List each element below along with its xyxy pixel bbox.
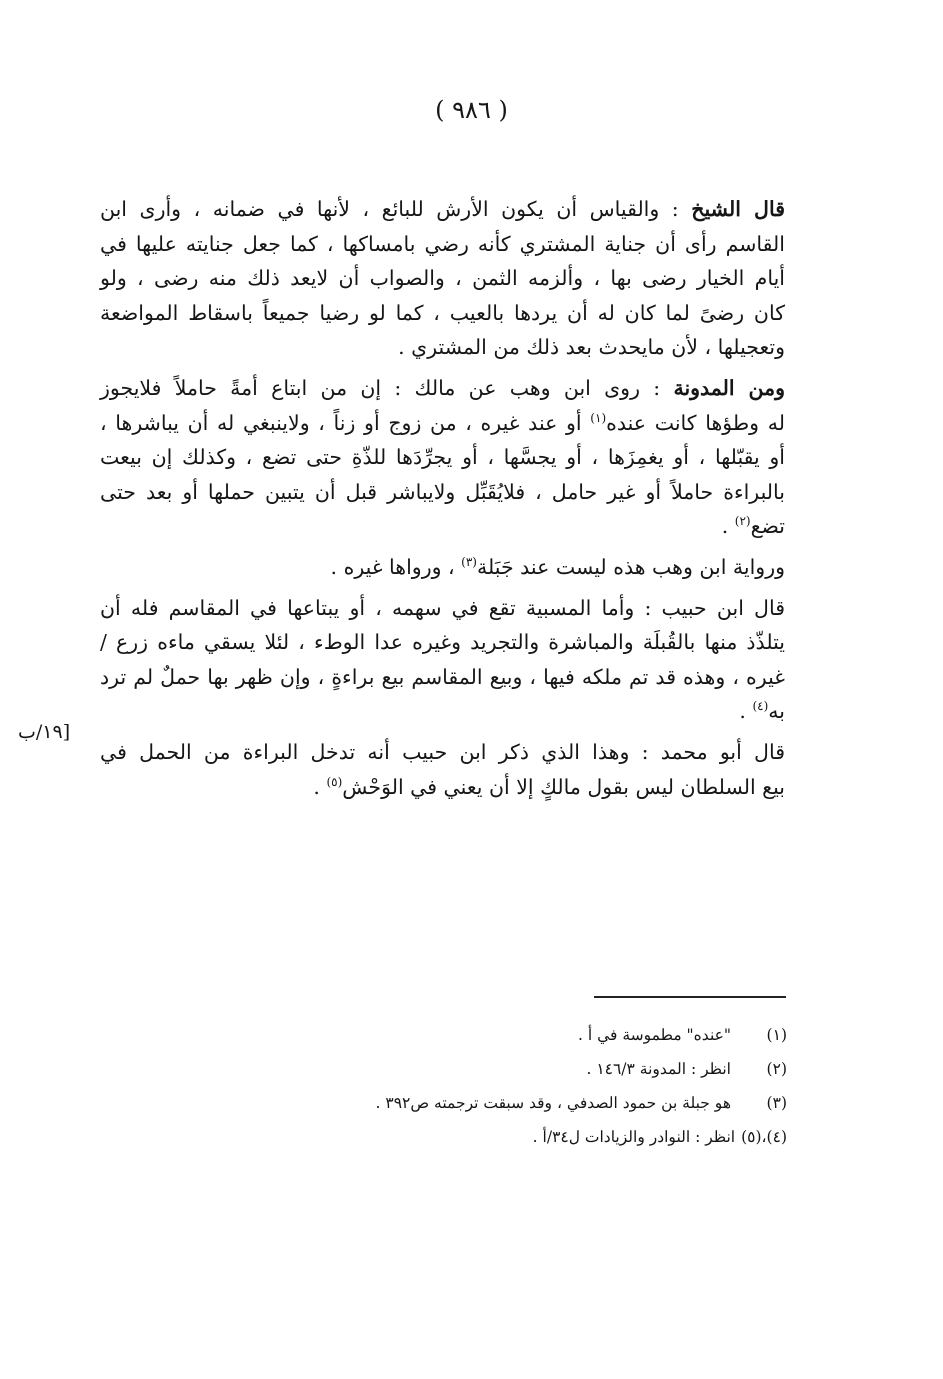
footnote-marker: (٤) xyxy=(752,699,769,714)
text-line xyxy=(100,192,785,227)
text-line xyxy=(100,550,785,585)
text-line xyxy=(100,735,785,770)
paragraph xyxy=(100,550,785,585)
line-text-after: أو عند غيره ، من زوج أو زناً ، ولاينبغي له أن يباشرها ، xyxy=(100,410,591,435)
line-text-after: . xyxy=(739,699,753,724)
footnote-divider xyxy=(594,996,786,998)
footnote-marker: (١) xyxy=(590,410,607,425)
paragraph xyxy=(100,192,785,365)
footnote-text: انظر : النوادر والزيادات ل٣٤/أ . xyxy=(532,1128,736,1146)
line-text: ورواية ابن وهب هذه ليست عند جَبَلة xyxy=(476,554,785,579)
lead-phrase: قال الشيخ xyxy=(691,197,785,221)
line-text: القاسم رأى أن جناية المشتري كأنه رضي بامساكها ، كما جعل جنايته عليها في xyxy=(100,231,785,256)
footnote-number: (٣) xyxy=(766,1094,787,1112)
line-text: له وطؤها كانت عنده xyxy=(606,410,785,435)
line-text: كان رضىً لما كان له أن يردها بالعيب ، كما لو رضيا جميعاً باسقاط المواضعة xyxy=(100,300,785,325)
footnote xyxy=(300,1018,787,1052)
footnote-number: (٤)،(٥) xyxy=(741,1128,787,1146)
footnotes xyxy=(300,1018,787,1154)
page-number: ( ٩٨٦ ) xyxy=(435,96,508,124)
footnote xyxy=(300,1086,787,1120)
text-line xyxy=(100,509,785,544)
line-text: قال أبو محمد : وهذا الذي ذكر ابن حبيب أنه تدخل البراءة من الحمل في xyxy=(100,739,785,764)
text-line xyxy=(100,770,785,805)
lead-phrase: ومن المدونة xyxy=(673,375,785,400)
footnote-marker: (٥) xyxy=(326,774,343,789)
paragraph xyxy=(100,735,785,804)
text-line xyxy=(100,591,785,626)
line-text: أيام الخيار رضى بها ، وألزمه الثمن ، والصواب أن لايعد ذلك منه رضى ، ولو xyxy=(100,266,785,291)
paragraph xyxy=(100,371,785,544)
text-line xyxy=(100,475,785,510)
text-line xyxy=(100,694,785,729)
line-text: : روى ابن وهب عن مالك : إن من ابتاع أمةً حاملاً فلايجوز xyxy=(100,375,674,400)
line-text: غيره ، وهذه قد تم ملكه فيها ، وبيع المقاسم بيع براءةٍ ، وإن ظهر بها حملٌ لم ترد xyxy=(100,664,785,689)
line-text: أو يقبّلها ، أو يغمِزَها ، أو يجسَّها ، أو يجرِّدَها للذّةِ حتى تضع ، وكذلك إن بيعت xyxy=(100,445,785,470)
footnote-text: انظر : المدونة ١٤٦/٣ . xyxy=(586,1060,731,1078)
line-text: : والقياس أن يكون الأرش للبائع ، لأنها في ضمانه ، وأرى ابن xyxy=(100,197,692,221)
line-text: تضع xyxy=(750,514,785,539)
line-text-after: . xyxy=(721,514,735,539)
text-line xyxy=(100,227,785,262)
footnote xyxy=(300,1052,787,1086)
line-text: يتلذّذ منها بالقُبلَة والمباشرة والتجريد وغيره عدا الوطء ، لئلا يسقي ماءه زرع / xyxy=(100,630,785,655)
footnote-number: (٢) xyxy=(766,1060,787,1078)
footnote-number: (١) xyxy=(766,1026,787,1044)
line-text-after: . xyxy=(313,774,327,799)
text-line xyxy=(100,660,785,695)
line-text: قال ابن حبيب : وأما المسبية تقع في سهمه ، أو يبتاعها في المقاسم فله أن xyxy=(100,595,785,620)
text-line xyxy=(100,371,785,406)
footnote-marker: (٢) xyxy=(734,514,751,529)
line-text-after: ، ورواها غيره . xyxy=(330,554,462,579)
text-line xyxy=(100,440,785,475)
footnote-marker: (٣) xyxy=(461,555,477,570)
body-text xyxy=(100,192,785,804)
line-text: بالبراءة حاملاً أو غير حامل ، فلايُقَبِّل ولايباشر قبل أن يتبين حملها أو بعد حتى xyxy=(100,479,785,504)
text-line xyxy=(100,406,785,441)
footnote-text: "عنده" مطموسة في أ . xyxy=(578,1026,731,1044)
text-line xyxy=(100,261,785,296)
paragraph xyxy=(100,591,785,729)
footnote xyxy=(300,1120,787,1154)
text-line xyxy=(100,330,785,365)
text-line xyxy=(100,625,785,660)
text-line xyxy=(100,296,785,331)
footnote-text: هو جبلة بن حمود الصدفي ، وقد سبقت ترجمته ص٣٩٢ . xyxy=(375,1094,731,1112)
margin-folio-reference: [١٩/ب xyxy=(18,721,71,743)
line-text: وتعجيلها ، لأن مايحدث بعد ذلك من المشتري . xyxy=(398,335,785,360)
line-text: بيع السلطان ليس بقول مالكٍ إلا أن يعني في الوَحْش xyxy=(342,774,785,799)
line-text: به xyxy=(768,699,785,724)
